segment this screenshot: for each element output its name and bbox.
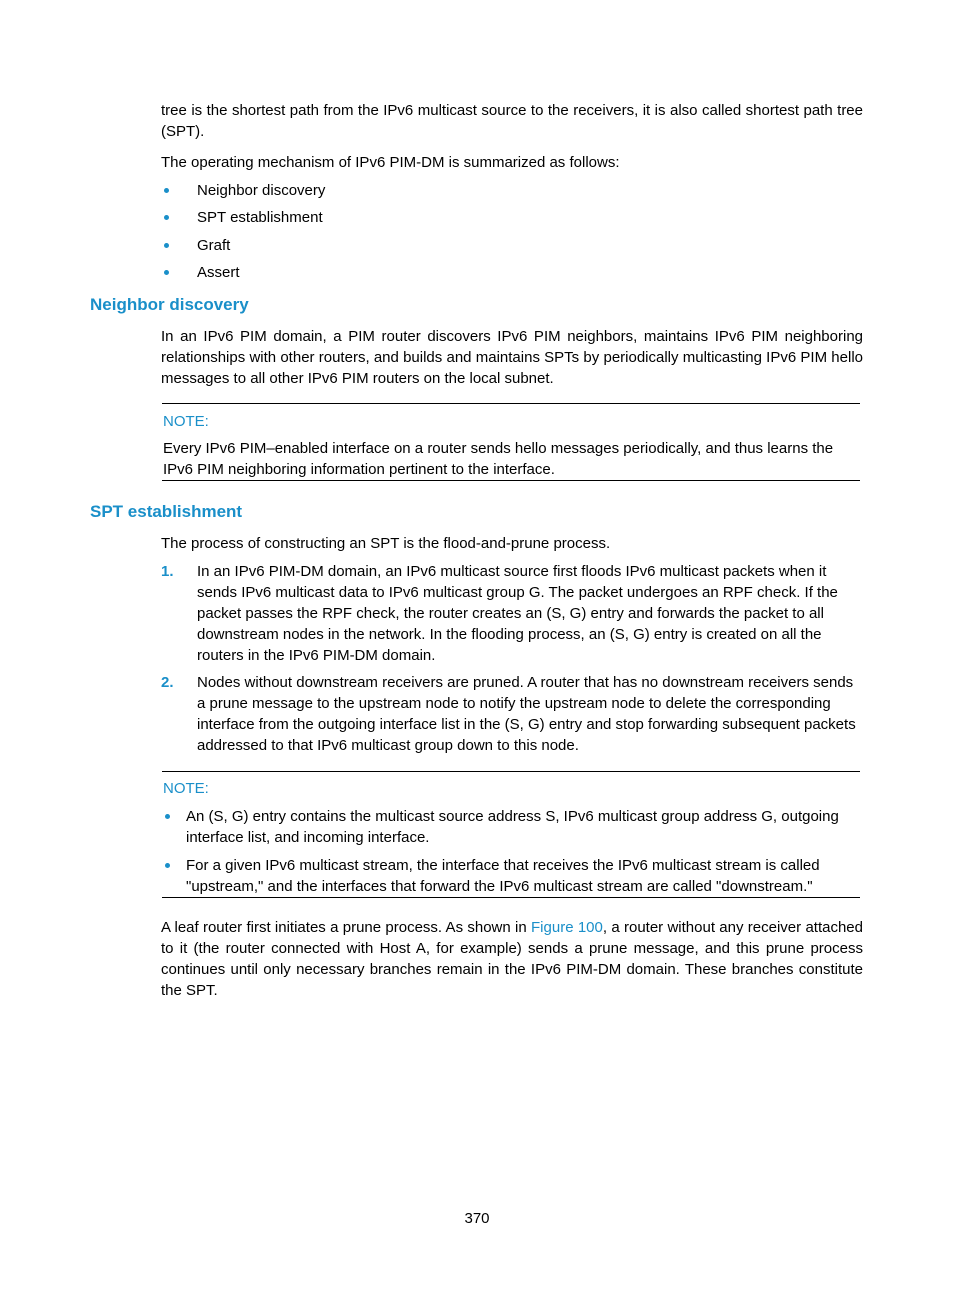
bullet-icon [165, 863, 170, 868]
list-item: For a given IPv6 multicast stream, the interface that receives the IPv6 multicast stream is called "upstream," and the interfaces that forward the IPv6 multicast stream are called "downstream." [186, 857, 820, 895]
spt-intro: The process of constructing an SPT is the flood-and-prune process. [161, 535, 611, 552]
note-text: Every IPv6 PIM–enabled interface on a router sends hello messages periodically, and thus learns the IPv6 PIM neighboring information pertinent to the interface. [163, 440, 834, 478]
list-item: SPT establishment [197, 209, 323, 226]
list-item: Graft [197, 237, 231, 254]
neighbor-paragraph: In an IPv6 PIM domain, a PIM router discovers IPv6 PIM neighbors, maintains IPv6 PIM neighboring relationships with other routers, and builds and maintains SPTs by periodically multicasting IPv6 PIM hello messages to all other IPv6 PIM routers on the local subnet. [161, 328, 863, 387]
bullet-icon [164, 188, 169, 193]
note-label: NOTE: [163, 780, 209, 797]
list-item: Nodes without downstream receivers are pruned. A router that has no downstream receivers sends a prune message to the upstream node to notify the upstream node to delete the corresponding interface from the outgoing interface list in the (S, G) entry and stop forwarding subsequent packets addressed to that IPv6 multicast group down to this node. [197, 674, 856, 754]
closing-text-end: , a router without any receiver attached to it (the router connected with Host A, for example) sends a prune message, and this prune process continues until only necessary branches remain in the IPv6 PIM-DM domain. These branches constitute the SPT. [161, 919, 863, 999]
figure-100-link[interactable]: Figure 100 [531, 919, 603, 936]
bullet-icon [165, 814, 170, 819]
page-number: 370 [464, 1210, 490, 1227]
note-label: NOTE: [163, 413, 209, 430]
list-item: In an IPv6 PIM-DM domain, an IPv6 multicast source first floods IPv6 multicast packets when it sends IPv6 multicast data to IPv6 multicast group G. The packet undergoes an RPF check. If the packet passes the RPF check, the router creates an (S, G) entry and forwards the packet to all downstream nodes in the network. In the flooding process, an (S, G) entry is created on all the routers in the IPv6 PIM-DM domain. [197, 563, 838, 664]
divider [162, 897, 860, 898]
closing-paragraph [161, 917, 863, 1001]
bullet-icon [164, 215, 169, 220]
list-item: Neighbor discovery [197, 182, 326, 199]
step-number: 1. [161, 563, 174, 580]
section-heading-spt-establishment: SPT establishment [90, 502, 243, 521]
divider [162, 480, 860, 481]
section-heading-neighbor-discovery: Neighbor discovery [90, 295, 249, 314]
divider [162, 403, 860, 404]
divider [162, 771, 860, 772]
bullet-icon [164, 243, 169, 248]
bullet-icon [164, 270, 169, 275]
list-item: Assert [197, 264, 240, 281]
intro-paragraph: tree is the shortest path from the IPv6 multicast source to the receivers, it is also called shortest path tree (SPT). [161, 102, 863, 140]
closing-text-start: A leaf router first initiates a prune process. As shown in [161, 919, 532, 936]
list-item: An (S, G) entry contains the multicast source address S, IPv6 multicast group address G, outgoing interface list, and incoming interface. [186, 808, 839, 846]
step-number: 2. [161, 674, 174, 691]
intro-summary: The operating mechanism of IPv6 PIM-DM is summarized as follows: [161, 154, 620, 171]
